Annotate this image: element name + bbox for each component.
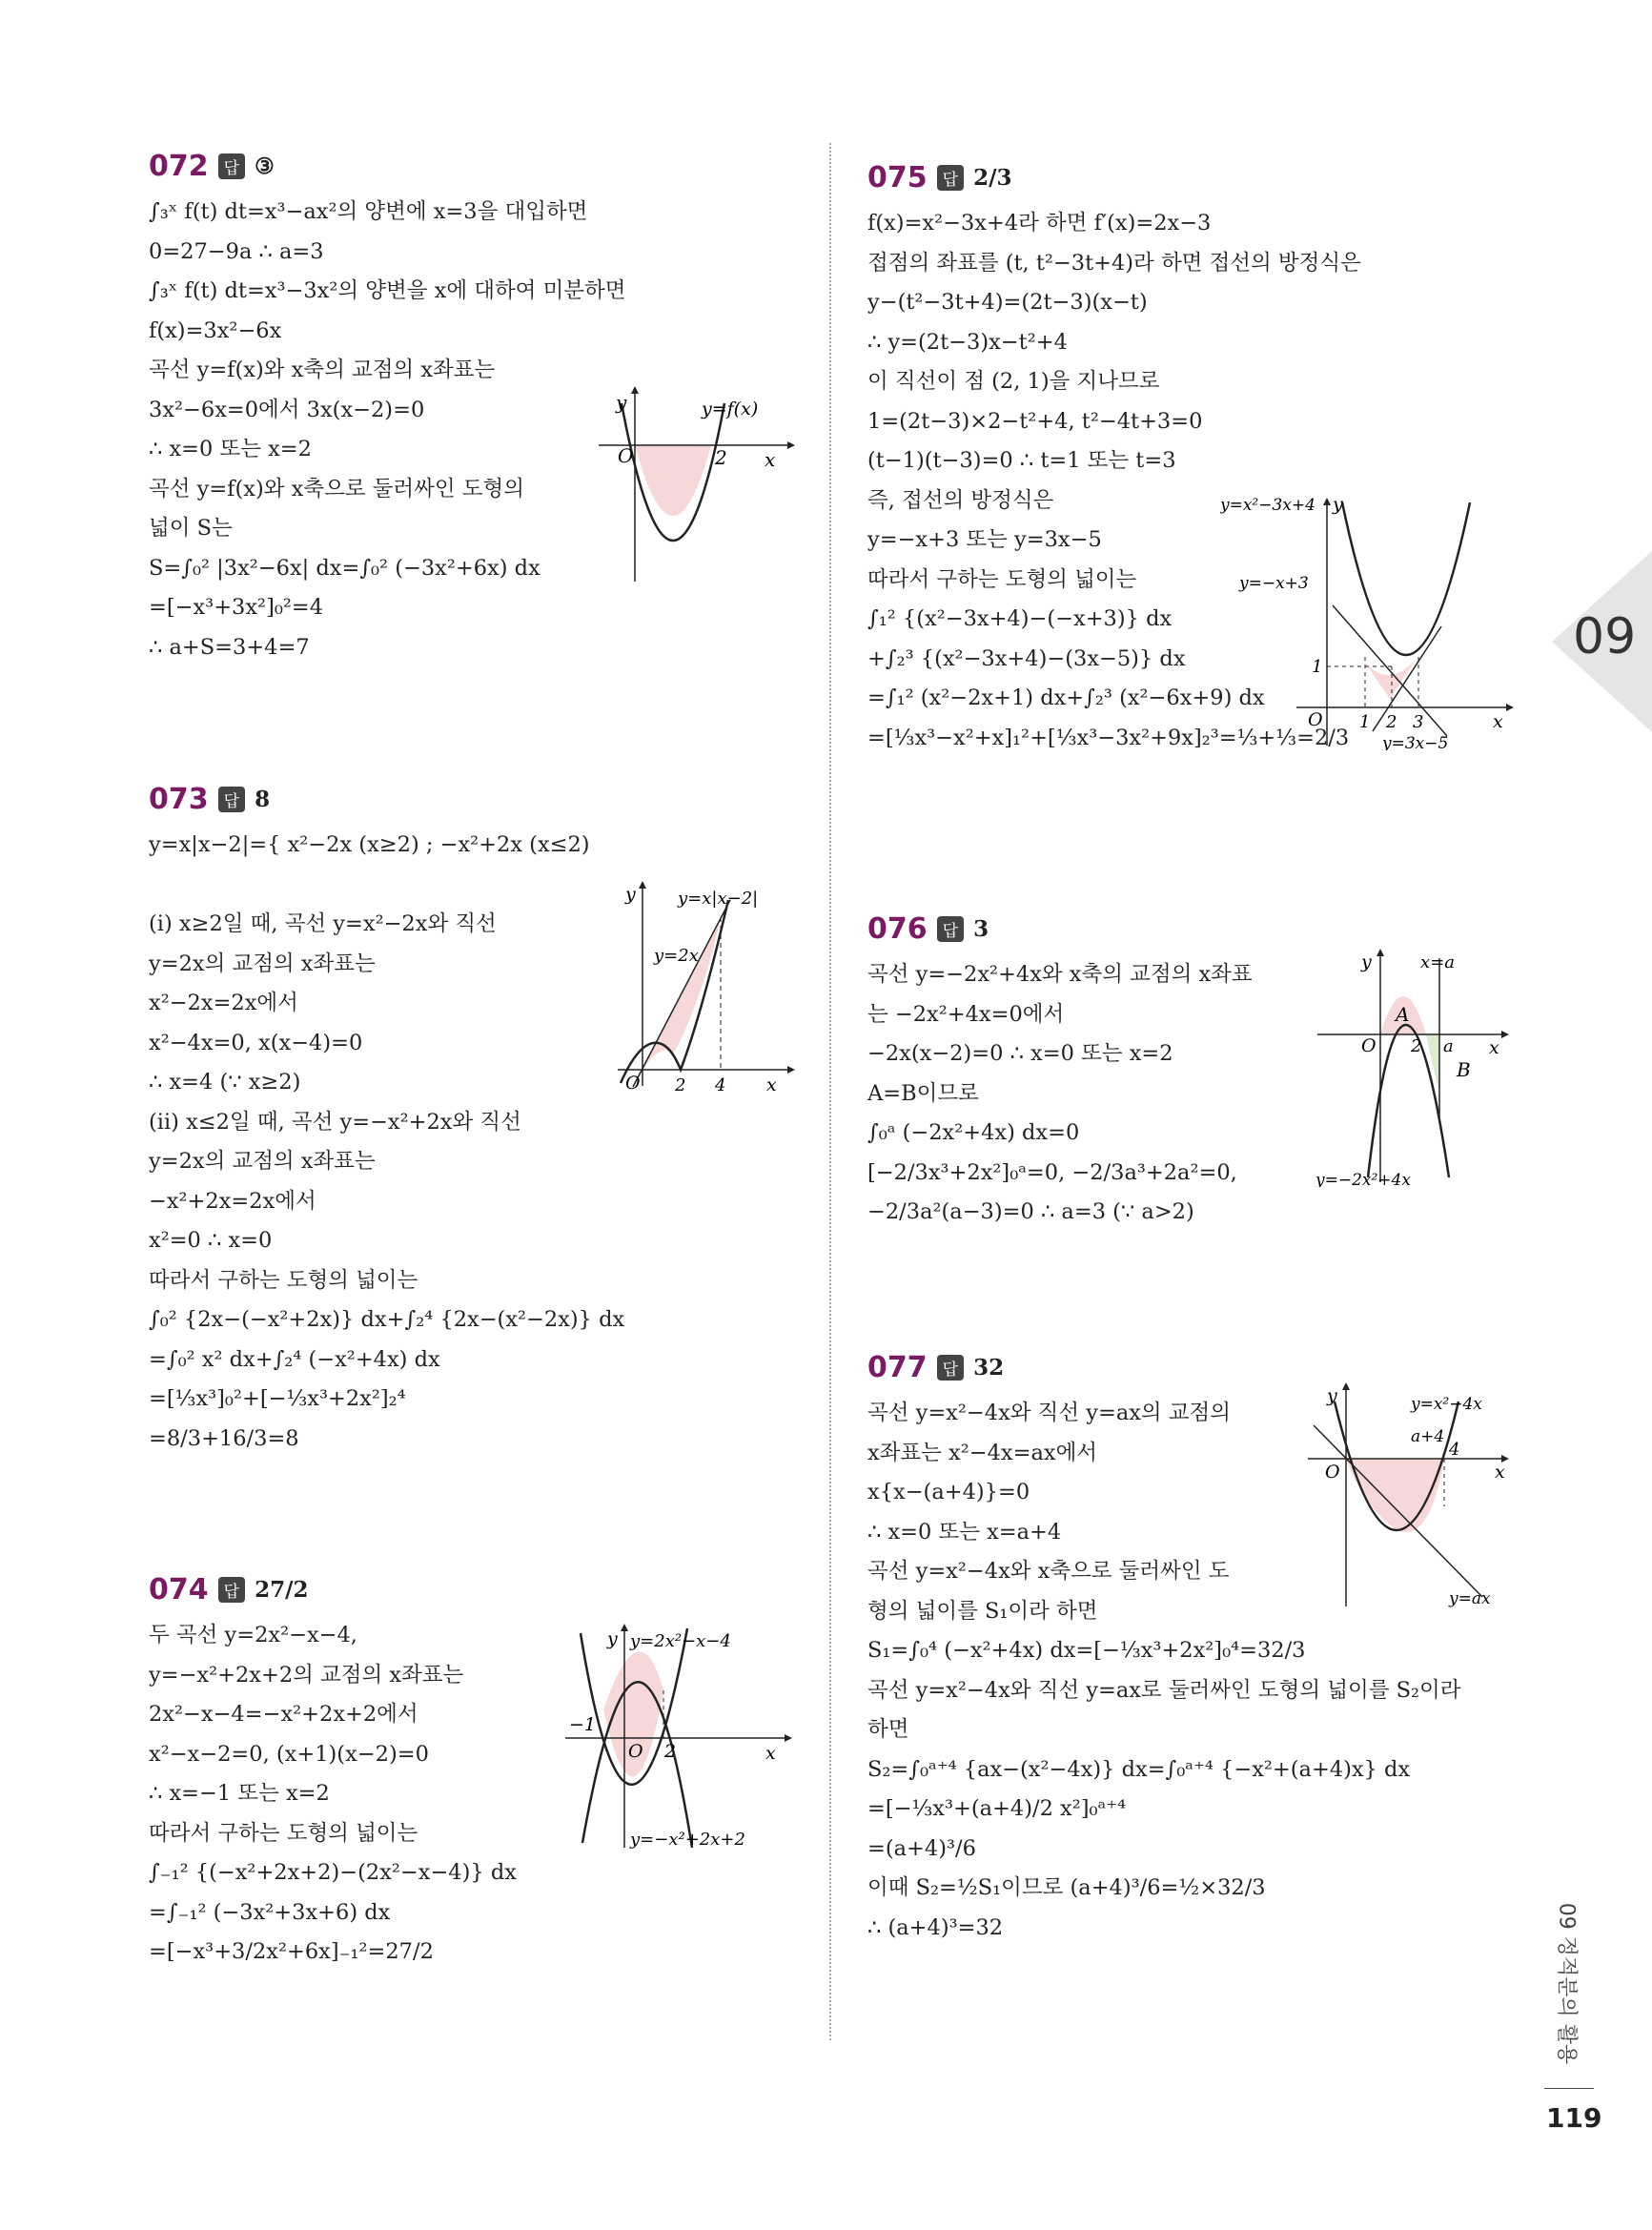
x-axis-label: x xyxy=(765,448,776,471)
solution-line: y=−x²+2x+2의 교점의 x좌표는 xyxy=(149,1662,464,1688)
y-axis-label: y xyxy=(625,884,636,905)
answer-value: ③ xyxy=(255,153,275,179)
tick-label-1: 1 xyxy=(1359,712,1371,732)
region-b-label: B xyxy=(1457,1058,1471,1081)
solution-line: 형의 넓이를 S₁이라 하면 xyxy=(867,1598,1098,1624)
solution-line: =[−⅓x³+(a+4)/2 x²]₀ᵃ⁺⁴ xyxy=(867,1796,1127,1821)
solution-line: 따라서 구하는 도형의 넓이는 xyxy=(149,1267,418,1293)
solution-line: [−2/3x³+2x²]₀ᵃ=0, −2/3a³+2a²=0, xyxy=(867,1159,1237,1185)
origin-label: O xyxy=(1308,709,1323,730)
solution-line: ∫₀² {2x−(−x²+2x)} dx+∫₂⁴ {2x−(x²−2x)} dx xyxy=(149,1307,625,1332)
origin-label: O xyxy=(628,1741,643,1762)
origin-label: O xyxy=(1361,1035,1377,1056)
y-axis-label: y xyxy=(1333,494,1343,515)
solution-line: 따라서 구하는 도형의 넓이는 xyxy=(867,566,1137,592)
curve-label: y=x²−3x+4 xyxy=(1220,496,1315,515)
solution-line: f(x)=3x²−6x xyxy=(149,317,282,343)
chapter-tab xyxy=(1544,551,1652,732)
problem-header xyxy=(867,906,1516,951)
answer-value: 27/2 xyxy=(255,1576,309,1603)
curve2-label: y=−x²+2x+2 xyxy=(630,1830,745,1850)
answer-badge: 답 xyxy=(218,153,245,179)
solution-line: 3x²−6x=0에서 3x(x−2)=0 xyxy=(149,397,425,422)
tick-label-3: 3 xyxy=(1413,712,1424,732)
solution-line: y=2x의 교점의 x좌표는 xyxy=(149,951,376,976)
x-axis-label: x xyxy=(765,1743,776,1764)
solution-line: ∫₃ˣ f(t) dt=x³−ax²의 양변에 x=3을 대입하면 xyxy=(149,199,588,224)
solution-line: 0=27−9a ∴ a=3 xyxy=(149,238,324,264)
line-label: y=ax xyxy=(1449,1589,1491,1608)
curve1-label: y=2x²−x−4 xyxy=(630,1631,731,1651)
solution-line: 2x²−x−4=−x²+2x+2에서 xyxy=(149,1702,418,1727)
solution-line: ∴ x=0 또는 x=a+4 xyxy=(867,1519,1062,1545)
problem-073 xyxy=(149,776,797,1459)
y-tick-label: 1 xyxy=(1312,657,1323,677)
problem-header xyxy=(149,776,797,822)
answer-badge: 답 xyxy=(937,165,964,191)
solution-line: ∴ x=0 또는 x=2 xyxy=(149,437,312,461)
solution-line: x²−4x=0, x(x−4)=0 xyxy=(149,1030,363,1055)
page-number-rule xyxy=(1544,2088,1594,2089)
solution-line: 이 직선이 점 (2, 1)을 지나므로 xyxy=(867,369,1160,394)
solution-line: =[⅓x³−x²+x]₁²+[⅓x³−3x²+9x]₂³=⅓+⅓=2/3 xyxy=(867,725,1350,750)
line1-label: y=−x+3 xyxy=(1239,574,1309,593)
figure-076 xyxy=(1315,949,1516,1191)
solution-line: 즉, 접선의 방정식은 xyxy=(867,487,1054,513)
solution-line: =[−x³+3/2x²+6x]₋₁²=27/2 xyxy=(149,1939,434,1964)
tick-label-2: 2 xyxy=(675,1075,686,1091)
solution-line: −2/3a²(a−3)=0 ∴ a=3 (∵ a>2) xyxy=(867,1199,1194,1224)
tick-a-label: a xyxy=(1443,1036,1454,1056)
solution-line: x좌표는 x²−4x=ax에서 xyxy=(867,1440,1098,1465)
running-title xyxy=(1549,1902,1587,2064)
solution-line: =∫₀² x² dx+∫₂⁴ (−x²+4x) dx xyxy=(149,1346,440,1372)
figure-073 xyxy=(616,881,797,1095)
problem-074 xyxy=(149,1566,797,1973)
region-a-label: A xyxy=(1396,1003,1410,1026)
origin-label: O xyxy=(1325,1462,1340,1483)
solution-line: 이때 S₂=½S₁이므로 (a+4)³/6=½×32/3 xyxy=(867,1875,1266,1900)
solution-line: ∴ y=(2t−3)x−t²+4 xyxy=(867,329,1068,355)
answer-badge: 답 xyxy=(218,1577,245,1603)
tick-label-4: 4 xyxy=(715,1075,726,1091)
answer-value: 3 xyxy=(973,915,989,942)
column-divider xyxy=(829,143,831,2040)
solution-line: 곡선 y=x²−4x와 직선 y=ax의 교점의 xyxy=(867,1401,1232,1425)
solution-line: 1=(2t−3)×2−t²+4, t²−4t+3=0 xyxy=(867,408,1203,434)
line-label: x=a xyxy=(1420,952,1455,972)
solution-line: 곡선 y=x²−4x와 직선 y=ax로 둘러싸인 도형의 넓이를 S₂이라 xyxy=(867,1677,1461,1703)
problem-header xyxy=(149,1566,797,1612)
solution-line: =(a+4)³/6 xyxy=(867,1835,976,1861)
curve-label: y=x²−4x xyxy=(1411,1395,1482,1414)
solution-line: (ⅰ) x≥2일 때, 곡선 y=x²−2x와 직선 xyxy=(149,911,497,936)
solution-line: ∴ x=4 (∵ x≥2) xyxy=(149,1070,301,1095)
answer-badge: 답 xyxy=(937,916,964,942)
solution-line: y−(t²−3t+4)=(2t−3)(x−t) xyxy=(867,290,1148,315)
solution-line: S₂=∫₀ᵃ⁺⁴ {ax−(x²−4x)} dx=∫₀ᵃ⁺⁴ {−x²+(a+4)x} dx xyxy=(867,1756,1411,1782)
problem-number: 077 xyxy=(867,1350,928,1384)
problem-076 xyxy=(867,906,1516,1233)
figure-072 xyxy=(597,386,797,590)
tick-left-label: −1 xyxy=(569,1714,597,1735)
solution-line: 접점의 좌표를 (t, t²−3t+4)라 하면 접선의 방정식은 xyxy=(867,250,1361,276)
figure-075 xyxy=(1220,493,1516,754)
solution-line: 곡선 y=f(x)와 x축으로 둘러싸인 도형의 xyxy=(149,476,524,501)
solution-line: =8/3+16/3=8 xyxy=(149,1425,299,1451)
solution-line: (t−1)(t−3)=0 ∴ t=1 또는 t=3 xyxy=(867,448,1176,473)
answer-value: 8 xyxy=(255,786,271,812)
problem-075 xyxy=(867,154,1516,758)
solution-line: ∫₀ᵃ (−2x²+4x) dx=0 xyxy=(867,1120,1080,1145)
solution-line: −2x(x−2)=0 ∴ x=0 또는 x=2 xyxy=(867,1041,1173,1066)
solution-line: x{x−(a+4)}=0 xyxy=(867,1480,1030,1504)
solution-line: 는 −2x²+4x=0에서 xyxy=(867,1001,1065,1027)
origin-label: O xyxy=(618,444,634,467)
tick-label-2: 2 xyxy=(1386,712,1397,732)
solution-line: S₁=∫₀⁴ (−x²+4x) dx=[−⅓x³+2x²]₀⁴=32/3 xyxy=(867,1638,1306,1663)
y-axis-label: y xyxy=(616,391,627,414)
problem-number: 072 xyxy=(149,149,209,183)
problem-header xyxy=(149,143,797,189)
solution-line: −x²+2x=2x에서 xyxy=(149,1188,316,1214)
tick-label: 4 xyxy=(1449,1440,1460,1460)
y-axis-label: y xyxy=(1327,1385,1337,1406)
problem-072 xyxy=(149,143,797,667)
tick-label: 2 xyxy=(1411,1036,1422,1056)
solution-line: ∴ (a+4)³=32 xyxy=(867,1914,1004,1940)
solution-line: =[−x³+3x²]₀²=4 xyxy=(149,595,324,620)
solution-line: f(x)=x²−3x+4라 하면 f′(x)=2x−3 xyxy=(867,211,1212,235)
problem-number: 074 xyxy=(149,1572,209,1606)
solution-line: 곡선 y=x²−4x와 x축으로 둘러싸인 도 xyxy=(867,1559,1230,1584)
answer-value: 2/3 xyxy=(973,164,1012,191)
curve-label: y=f(x) xyxy=(702,399,759,419)
problem-number: 073 xyxy=(149,782,209,816)
solution-line: A=B이므로 xyxy=(867,1080,979,1106)
solution-line: ∫₁² {(x²−3x+4)−(−x+3)} dx xyxy=(867,606,1173,631)
problem-header xyxy=(867,154,1516,200)
y-axis-label: y xyxy=(607,1628,618,1649)
solution-line: =∫₁² (x²−2x+1) dx+∫₂³ (x²−6x+9) dx xyxy=(867,685,1265,710)
figure-074 xyxy=(563,1624,797,1856)
solution-line: x²−x−2=0, (x+1)(x−2)=0 xyxy=(149,1741,429,1767)
problem-number: 076 xyxy=(867,911,928,946)
x-axis-label: x xyxy=(1495,1462,1505,1483)
x-axis-label: x xyxy=(1489,1037,1499,1058)
solution-line: ∴ a+S=3+4=7 xyxy=(149,634,310,660)
figure-077 xyxy=(1306,1382,1516,1615)
solution-line: (ⅱ) x≤2일 때, 곡선 y=−x²+2x와 직선 xyxy=(149,1109,521,1135)
tick-a4-label: a+4 xyxy=(1411,1427,1445,1446)
solution-line: ∫₃ˣ f(t) dt=x³−3x²의 양변을 x에 대하여 미분하면 xyxy=(149,278,626,303)
problem-077 xyxy=(867,1344,1516,1948)
solution-line: ∴ x=−1 또는 x=2 xyxy=(149,1781,330,1806)
tick-right-label: 2 xyxy=(664,1741,677,1762)
solution-line: =[⅓x³]₀²+[−⅓x³+2x²]₂⁴ xyxy=(149,1386,406,1411)
running-title-text: 09 정적분의 활용 xyxy=(1554,1902,1579,2064)
curve-label: y=−2x²+4x xyxy=(1315,1171,1411,1187)
solution-line: y=x|x−2|={ x²−2x (x≥2) ; −x²+2x (x≤2) xyxy=(149,832,590,857)
solution-line: S=∫₀² |3x²−6x| dx=∫₀² (−3x²+6x) dx xyxy=(149,555,540,581)
solution-line: x²−2x=2x에서 xyxy=(149,991,298,1015)
solution-line: 곡선 y=−2x²+4x와 x축의 교점의 x좌표 xyxy=(867,962,1253,987)
answer-badge: 답 xyxy=(218,787,245,812)
answer-value: 32 xyxy=(973,1354,1005,1381)
page-number: 119 xyxy=(1546,2102,1602,2134)
solution-line: ∫₋₁² {(−x²+2x+2)−(2x²−x−4)} dx xyxy=(149,1860,517,1885)
y-axis-label: y xyxy=(1361,951,1372,972)
answer-badge: 답 xyxy=(937,1355,964,1381)
solution-line: 곡선 y=f(x)와 x축의 교점의 x좌표는 xyxy=(149,358,496,382)
x-axis-label: x xyxy=(1493,711,1503,732)
line2-label: y=3x−5 xyxy=(1382,734,1449,750)
solution-line: 따라서 구하는 도형의 넓이는 xyxy=(149,1820,418,1846)
tick-label: 2 xyxy=(715,446,727,469)
line-label: y=2x xyxy=(654,946,699,966)
solution-line: y=2x의 교점의 x좌표는 xyxy=(149,1149,376,1174)
problem-number: 075 xyxy=(867,160,928,194)
solution-line: 두 곡선 y=2x²−x−4, xyxy=(149,1623,357,1647)
solution-line: +∫₂³ {(x²−3x+4)−(3x−5)} dx xyxy=(867,645,1186,671)
solution-line: 넓이 S는 xyxy=(149,516,233,541)
origin-label: O xyxy=(625,1073,641,1091)
curve-label: y=x|x−2| xyxy=(678,889,759,909)
solution-line: x²=0 ∴ x=0 xyxy=(149,1228,273,1253)
chapter-tab-label: 09 xyxy=(1573,608,1637,665)
x-axis-label: x xyxy=(766,1074,777,1091)
solution-line: =∫₋₁² (−3x²+3x+6) dx xyxy=(149,1899,391,1925)
solution-line: 하면 xyxy=(867,1717,909,1742)
solution-line: y=−x+3 또는 y=3x−5 xyxy=(867,527,1102,552)
